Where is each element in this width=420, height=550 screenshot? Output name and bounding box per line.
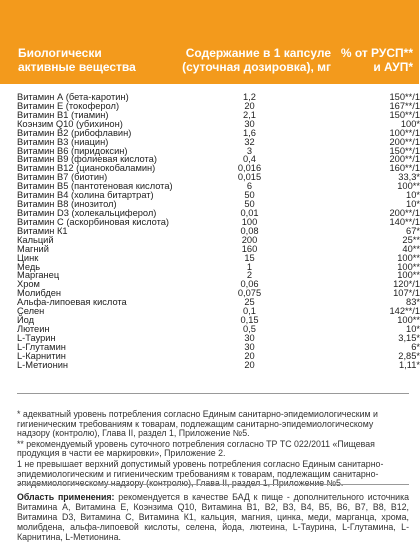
- table-row: [17, 297, 420, 308]
- nutrient-percent: 6*: [411, 341, 420, 352]
- table-row: [17, 279, 420, 290]
- table-row: [17, 315, 420, 326]
- header-content-per-capsule: Содержание в 1 капсуле (суточная дозировка), мг: [182, 46, 331, 74]
- nutrient-dose: 20: [244, 350, 255, 361]
- nutrient-percent: 100**/1: [389, 127, 420, 138]
- nutrient-name: Витамин С (аскорбиновая кислота): [17, 216, 170, 227]
- nutrient-dose: 0,01: [240, 207, 259, 218]
- nutrient-percent: 10*: [406, 190, 420, 201]
- footnote-upper-limit: 1 не превышает верхний допустимый уровень потребления согласно Единым санитарно-эпидемиологическим и гигиеническим требованиям к товарам, подлежащим санитарно-: [17, 458, 384, 479]
- nutrient-name: Витамин В5 (пантотеновая кислота): [17, 181, 173, 192]
- nutrient-name: Витамин К1: [17, 225, 68, 236]
- nutrient-dose: 15: [244, 252, 255, 263]
- nutrient-dose: 20: [244, 100, 255, 111]
- nutrient-name: Витамин В12 (цианокобаламин): [17, 163, 156, 174]
- nutrient-percent: 100*: [400, 118, 420, 129]
- nutrient-percent: 150**/1: [389, 145, 420, 156]
- table-row: [17, 243, 420, 254]
- nutrient-dose: 20: [244, 359, 255, 370]
- nutrient-dose: 2,1: [243, 109, 256, 120]
- footnote-adequate-level: * адекватный уровень потребления согласно Единым санитарно-эпидемиологическим и гигиеническим требованиям к товарам, подлежащим санитарно-эпидемиологическому надзору (контролю), Глава II, раздел 1, Приложение №5.: [17, 409, 378, 439]
- nutrient-percent: 25**: [402, 234, 420, 245]
- table-row: [17, 323, 420, 334]
- nutrient-dose: 1,2: [243, 92, 256, 102]
- nutrient-percent: 1,11*: [398, 359, 420, 370]
- table-row: [17, 261, 420, 272]
- nutrient-dose: 0,016: [237, 163, 262, 174]
- nutrient-name: Витамин А (бета-каротин): [17, 92, 129, 102]
- nutrient-percent: 107*/1: [393, 288, 420, 299]
- nutrient-percent: 200**/1: [389, 136, 420, 147]
- nutrient-dose: 0,5: [243, 323, 256, 334]
- table-row: [17, 252, 420, 263]
- table-header: [0, 0, 419, 84]
- nutrient-percent: 2,85*: [398, 350, 420, 361]
- nutrient-dose: 0,4: [243, 154, 256, 165]
- nutrient-table: [17, 92, 420, 370]
- nutrient-percent: 83*: [406, 297, 420, 308]
- nutrient-percent: 200**/1: [389, 207, 420, 218]
- divider: [17, 393, 409, 394]
- footnote-recommended-level: ** рекомендуемый уровень суточного потребления согласно ТР ТС 022/2011 «Пищевая продукция в части ее маркировки», Приложение 2.: [17, 438, 375, 459]
- nutrient-percent: 100**: [397, 252, 420, 263]
- nutrient-name: Медь: [17, 261, 41, 272]
- nutrient-dose: 0,15: [240, 315, 259, 326]
- nutrient-name: Витамин В4 (холина битартрат): [17, 190, 154, 201]
- nutrient-dose: 32: [244, 136, 255, 147]
- nutrient-name: L-Карнитин: [17, 350, 66, 361]
- table-row: [17, 234, 420, 245]
- nutrient-percent: 3,15*: [398, 332, 420, 343]
- nutrient-name: L-Глутамин: [17, 341, 66, 352]
- table-row: [17, 332, 420, 343]
- nutrient-percent: 150**/1: [389, 109, 420, 120]
- nutrient-dose: 0,075: [237, 288, 262, 299]
- nutrient-percent: 150**/1: [389, 92, 420, 102]
- nutrient-name: Цинк: [17, 252, 39, 263]
- nutrient-dose: 0,08: [240, 225, 259, 236]
- application-scope: [17, 492, 409, 542]
- nutrient-name: Витамин В8 (инозитол): [17, 199, 117, 210]
- nutrient-percent: 10*: [406, 323, 420, 334]
- nutrient-percent: 67*: [406, 225, 420, 236]
- divider: [17, 484, 409, 485]
- nutrient-name: Магний: [17, 243, 49, 254]
- nutrient-name: L-Метионин: [17, 359, 69, 370]
- header-substances: Биологически активные вещества: [18, 46, 136, 74]
- nutrient-name: Хром: [17, 279, 40, 290]
- table-row: [17, 216, 420, 227]
- nutrient-percent: 33,3*: [398, 172, 420, 183]
- nutrient-percent: 100**: [397, 261, 420, 272]
- nutrient-name: Селен: [17, 306, 45, 317]
- nutrient-dose: 3: [246, 145, 253, 156]
- nutrient-name: Лютеин: [17, 323, 50, 334]
- nutrient-percent: 120*/1: [393, 279, 420, 290]
- table-row: [17, 350, 420, 361]
- nutrient-name: Йод: [17, 315, 35, 326]
- nutrient-name: Витамин В1 (тиамин): [17, 109, 109, 120]
- nutrient-dose: 30: [244, 118, 255, 129]
- nutrient-dose: 160: [241, 243, 258, 254]
- nutrient-name: Витамин Е (токоферол): [17, 100, 120, 111]
- nutrient-name: Марганец: [17, 270, 60, 281]
- nutrient-percent: 160**/1: [389, 163, 420, 174]
- nutrient-dose: 50: [244, 190, 255, 201]
- nutrient-name: Витамин В6 (пиридоксин): [17, 145, 128, 156]
- header-percent-rusp: % от РУСП** и АУП*: [340, 46, 413, 74]
- nutrient-percent: 100**: [397, 181, 420, 192]
- scope-label: Область применения:: [17, 492, 115, 502]
- nutrient-name: Витамин В7 (биотин): [17, 172, 108, 183]
- nutrient-name: Витамин В3 (ниацин): [17, 136, 109, 147]
- nutrient-dose: 1: [246, 261, 253, 272]
- nutrient-name: Кальций: [17, 234, 54, 245]
- table-row: [17, 359, 420, 370]
- nutrient-name: Альфа-липоевая кислота: [17, 297, 127, 308]
- nutrient-dose: 2: [246, 270, 253, 281]
- table-row: [17, 341, 420, 352]
- nutrient-dose: 6: [246, 181, 253, 192]
- nutrient-percent: 10*: [406, 199, 420, 210]
- footnotes: [17, 410, 407, 490]
- nutrient-percent: 100**: [397, 270, 420, 281]
- nutrient-name: L-Таурин: [17, 332, 56, 343]
- nutrient-dose: 30: [244, 341, 255, 352]
- nutrient-dose: 0,015: [237, 172, 262, 183]
- nutrient-name: Витамин В9 (фолиевая кислота): [17, 154, 157, 165]
- nutrient-name: Витамин В2 (рибофлавин): [17, 127, 132, 138]
- table-row: [17, 225, 420, 236]
- nutrient-dose: 100: [241, 216, 258, 227]
- table-row: [17, 270, 420, 281]
- nutrient-dose: 200: [241, 234, 258, 245]
- nutrient-name: Молибден: [17, 288, 62, 299]
- nutrient-dose: 0,1: [243, 306, 256, 317]
- nutrient-dose: 50: [244, 199, 255, 210]
- nutrient-dose: 30: [244, 332, 255, 343]
- table-row: [17, 306, 420, 317]
- nutrient-name: Витамин D3 (холекальциферол): [17, 207, 157, 218]
- scope-text: рекомендуется в качестве БАД к пище - дополнительного источника Витамина А, Витамина Е, Коэнзима Q10, Витамина В1, В2, В3, В4, В5, В6, В7, В8, В12, Витамина D3, Витамина С, Витамина К1, кальция, магния, цинка, меди, марганца, хрома, молибдена, альфа-липоевой кислоты, селена, йода, лютеина, L-Таурина, L-Глутамина, L-Карнитина, L-Метионина.: [17, 492, 409, 542]
- nutrient-percent: 142**/1: [389, 306, 420, 317]
- nutrient-percent: 200**/1: [389, 154, 420, 165]
- nutrient-name: Коэнзим Q10 (убихинон): [17, 118, 123, 129]
- nutrient-percent: 167**/1: [389, 100, 420, 111]
- nutrient-percent: 100**: [397, 315, 420, 326]
- nutrient-percent: 40**: [402, 243, 420, 254]
- nutrient-dose: 0,06: [240, 279, 259, 290]
- nutrient-percent: 140**/1: [389, 216, 420, 227]
- nutrient-dose: 25: [244, 297, 255, 308]
- nutrient-dose: 1,6: [243, 127, 256, 138]
